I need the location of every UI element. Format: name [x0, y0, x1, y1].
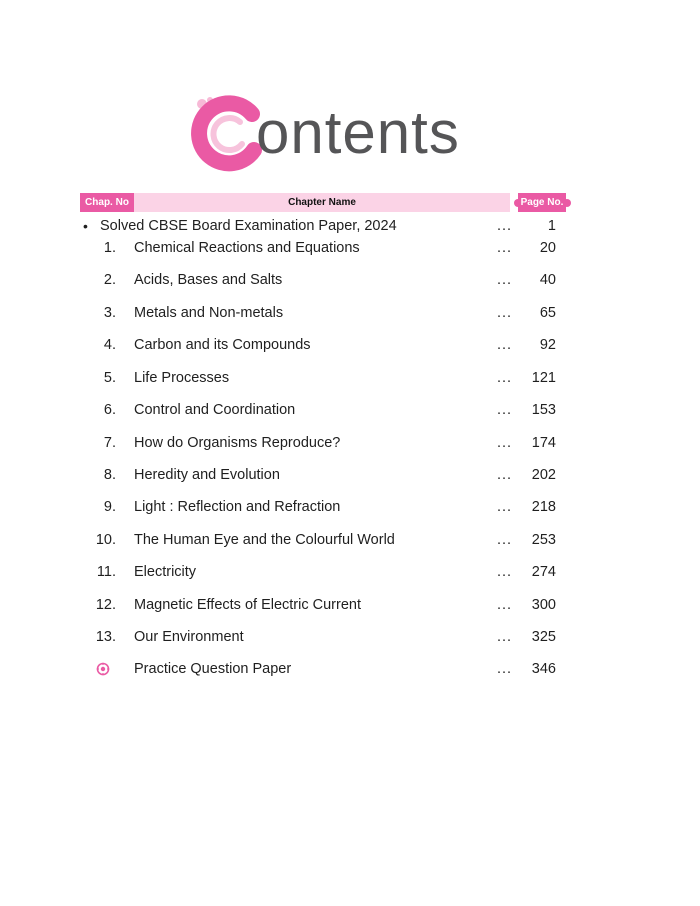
toc-row[interactable]: [0, 496, 700, 518]
toc-entry-leader: ...: [497, 629, 513, 645]
toc-row[interactable]: [0, 237, 700, 259]
toc-row[interactable]: [0, 561, 700, 583]
header-chapter-name: Chapter Name: [134, 193, 510, 212]
toc-entry-page: 92: [539, 337, 556, 353]
toc-entry-number: 9.: [103, 499, 116, 515]
toc-entry-name: Control and Coordination: [134, 402, 296, 418]
toc-entry-page: 300: [531, 597, 556, 613]
toc-row-board-paper[interactable]: [0, 215, 700, 237]
toc-entry-leader: ...: [497, 337, 513, 353]
header-chap-no: Chap. No: [80, 193, 134, 212]
toc-entry-page: 153: [531, 402, 556, 418]
toc-entry-name: Heredity and Evolution: [134, 467, 280, 483]
toc-entry-leader: ...: [497, 661, 513, 677]
toc-entry-page: 202: [531, 467, 556, 483]
toc-row[interactable]: [0, 626, 700, 648]
toc-row[interactable]: [0, 269, 700, 291]
toc-entry-page: 40: [539, 272, 556, 288]
toc-entry-number: 11.: [96, 564, 116, 580]
contents-title: [190, 92, 480, 172]
toc-entry-leader: ...: [497, 240, 513, 256]
toc-entry-leader: ...: [497, 218, 513, 234]
toc-entry-leader: ...: [497, 272, 513, 288]
toc-entry-number: 6.: [103, 402, 116, 418]
toc-entry-page: 253: [531, 532, 556, 548]
toc-entry-page: 20: [539, 240, 556, 256]
toc-entry-number: 8.: [103, 467, 116, 483]
toc-entry-page: 65: [539, 305, 556, 321]
toc-entry-page: 121: [531, 370, 556, 386]
toc-row[interactable]: [0, 594, 700, 616]
toc-row[interactable]: [0, 529, 700, 551]
title-text: ontents: [256, 99, 460, 166]
toc-row[interactable]: [0, 432, 700, 454]
toc-entry-name: Acids, Bases and Salts: [134, 272, 283, 288]
toc-row[interactable]: [0, 367, 700, 389]
toc-entry-number: 7.: [103, 435, 116, 451]
toc-entry-number: 1.: [103, 240, 116, 256]
toc-row[interactable]: [0, 302, 700, 324]
toc-entry-number: 12.: [95, 597, 116, 613]
toc-entry-page: 346: [531, 661, 556, 677]
toc-entry-page: 1: [547, 218, 556, 234]
toc-entry-name: Electricity: [134, 564, 197, 580]
toc-entry-leader: ...: [497, 370, 513, 386]
toc-entry-name: Our Environment: [134, 629, 244, 645]
flower-icon: [96, 662, 110, 676]
toc-row[interactable]: [0, 464, 700, 486]
toc-row-practice-paper[interactable]: [0, 658, 700, 680]
toc-entry-leader: ...: [497, 305, 513, 321]
header-page-no: Page No.: [518, 193, 566, 212]
toc-entry-page: 274: [531, 564, 556, 580]
toc-entry-number: 10.: [95, 532, 116, 548]
toc-entry-name: Solved CBSE Board Examination Paper, 2024: [100, 218, 397, 234]
toc-entry-leader: ...: [497, 564, 513, 580]
toc-entry-name: Practice Question Paper: [134, 661, 292, 677]
toc-entry-name: Magnetic Effects of Electric Current: [134, 597, 361, 613]
toc-entry-leader: ...: [497, 532, 513, 548]
toc-entry-name: The Human Eye and the Colourful World: [134, 532, 395, 548]
toc-entry-number: 2.: [103, 272, 116, 288]
toc-entry-number: 5.: [103, 370, 116, 386]
toc-entry-name: Light : Reflection and Refraction: [134, 499, 341, 515]
toc-entry-page: 325: [531, 629, 556, 645]
toc-entry-name: How do Organisms Reproduce?: [134, 435, 341, 451]
toc-entry-leader: ...: [497, 467, 513, 483]
toc-entry-name: Life Processes: [134, 370, 230, 386]
toc-entry-leader: ...: [497, 597, 513, 613]
toc-entry-number: 3.: [103, 305, 116, 321]
toc-row[interactable]: [0, 334, 700, 356]
toc-entry-leader: ...: [497, 402, 513, 418]
toc-row[interactable]: [0, 399, 700, 421]
toc-entry-name: Carbon and its Compounds: [134, 337, 311, 353]
toc-entry-number: 4.: [103, 337, 116, 353]
header-dot-icon: [563, 199, 571, 207]
toc-entry-leader: ...: [497, 499, 513, 515]
toc-entry-page: 218: [531, 499, 556, 515]
toc-entry-name: Metals and Non-metals: [134, 305, 284, 321]
toc-entry-name: Chemical Reactions and Equations: [134, 240, 360, 256]
toc-entry-leader: ...: [497, 435, 513, 451]
bullet-icon: •: [83, 218, 88, 234]
toc-entry-page: 174: [531, 435, 556, 451]
toc-entry-number: 13.: [95, 629, 116, 645]
